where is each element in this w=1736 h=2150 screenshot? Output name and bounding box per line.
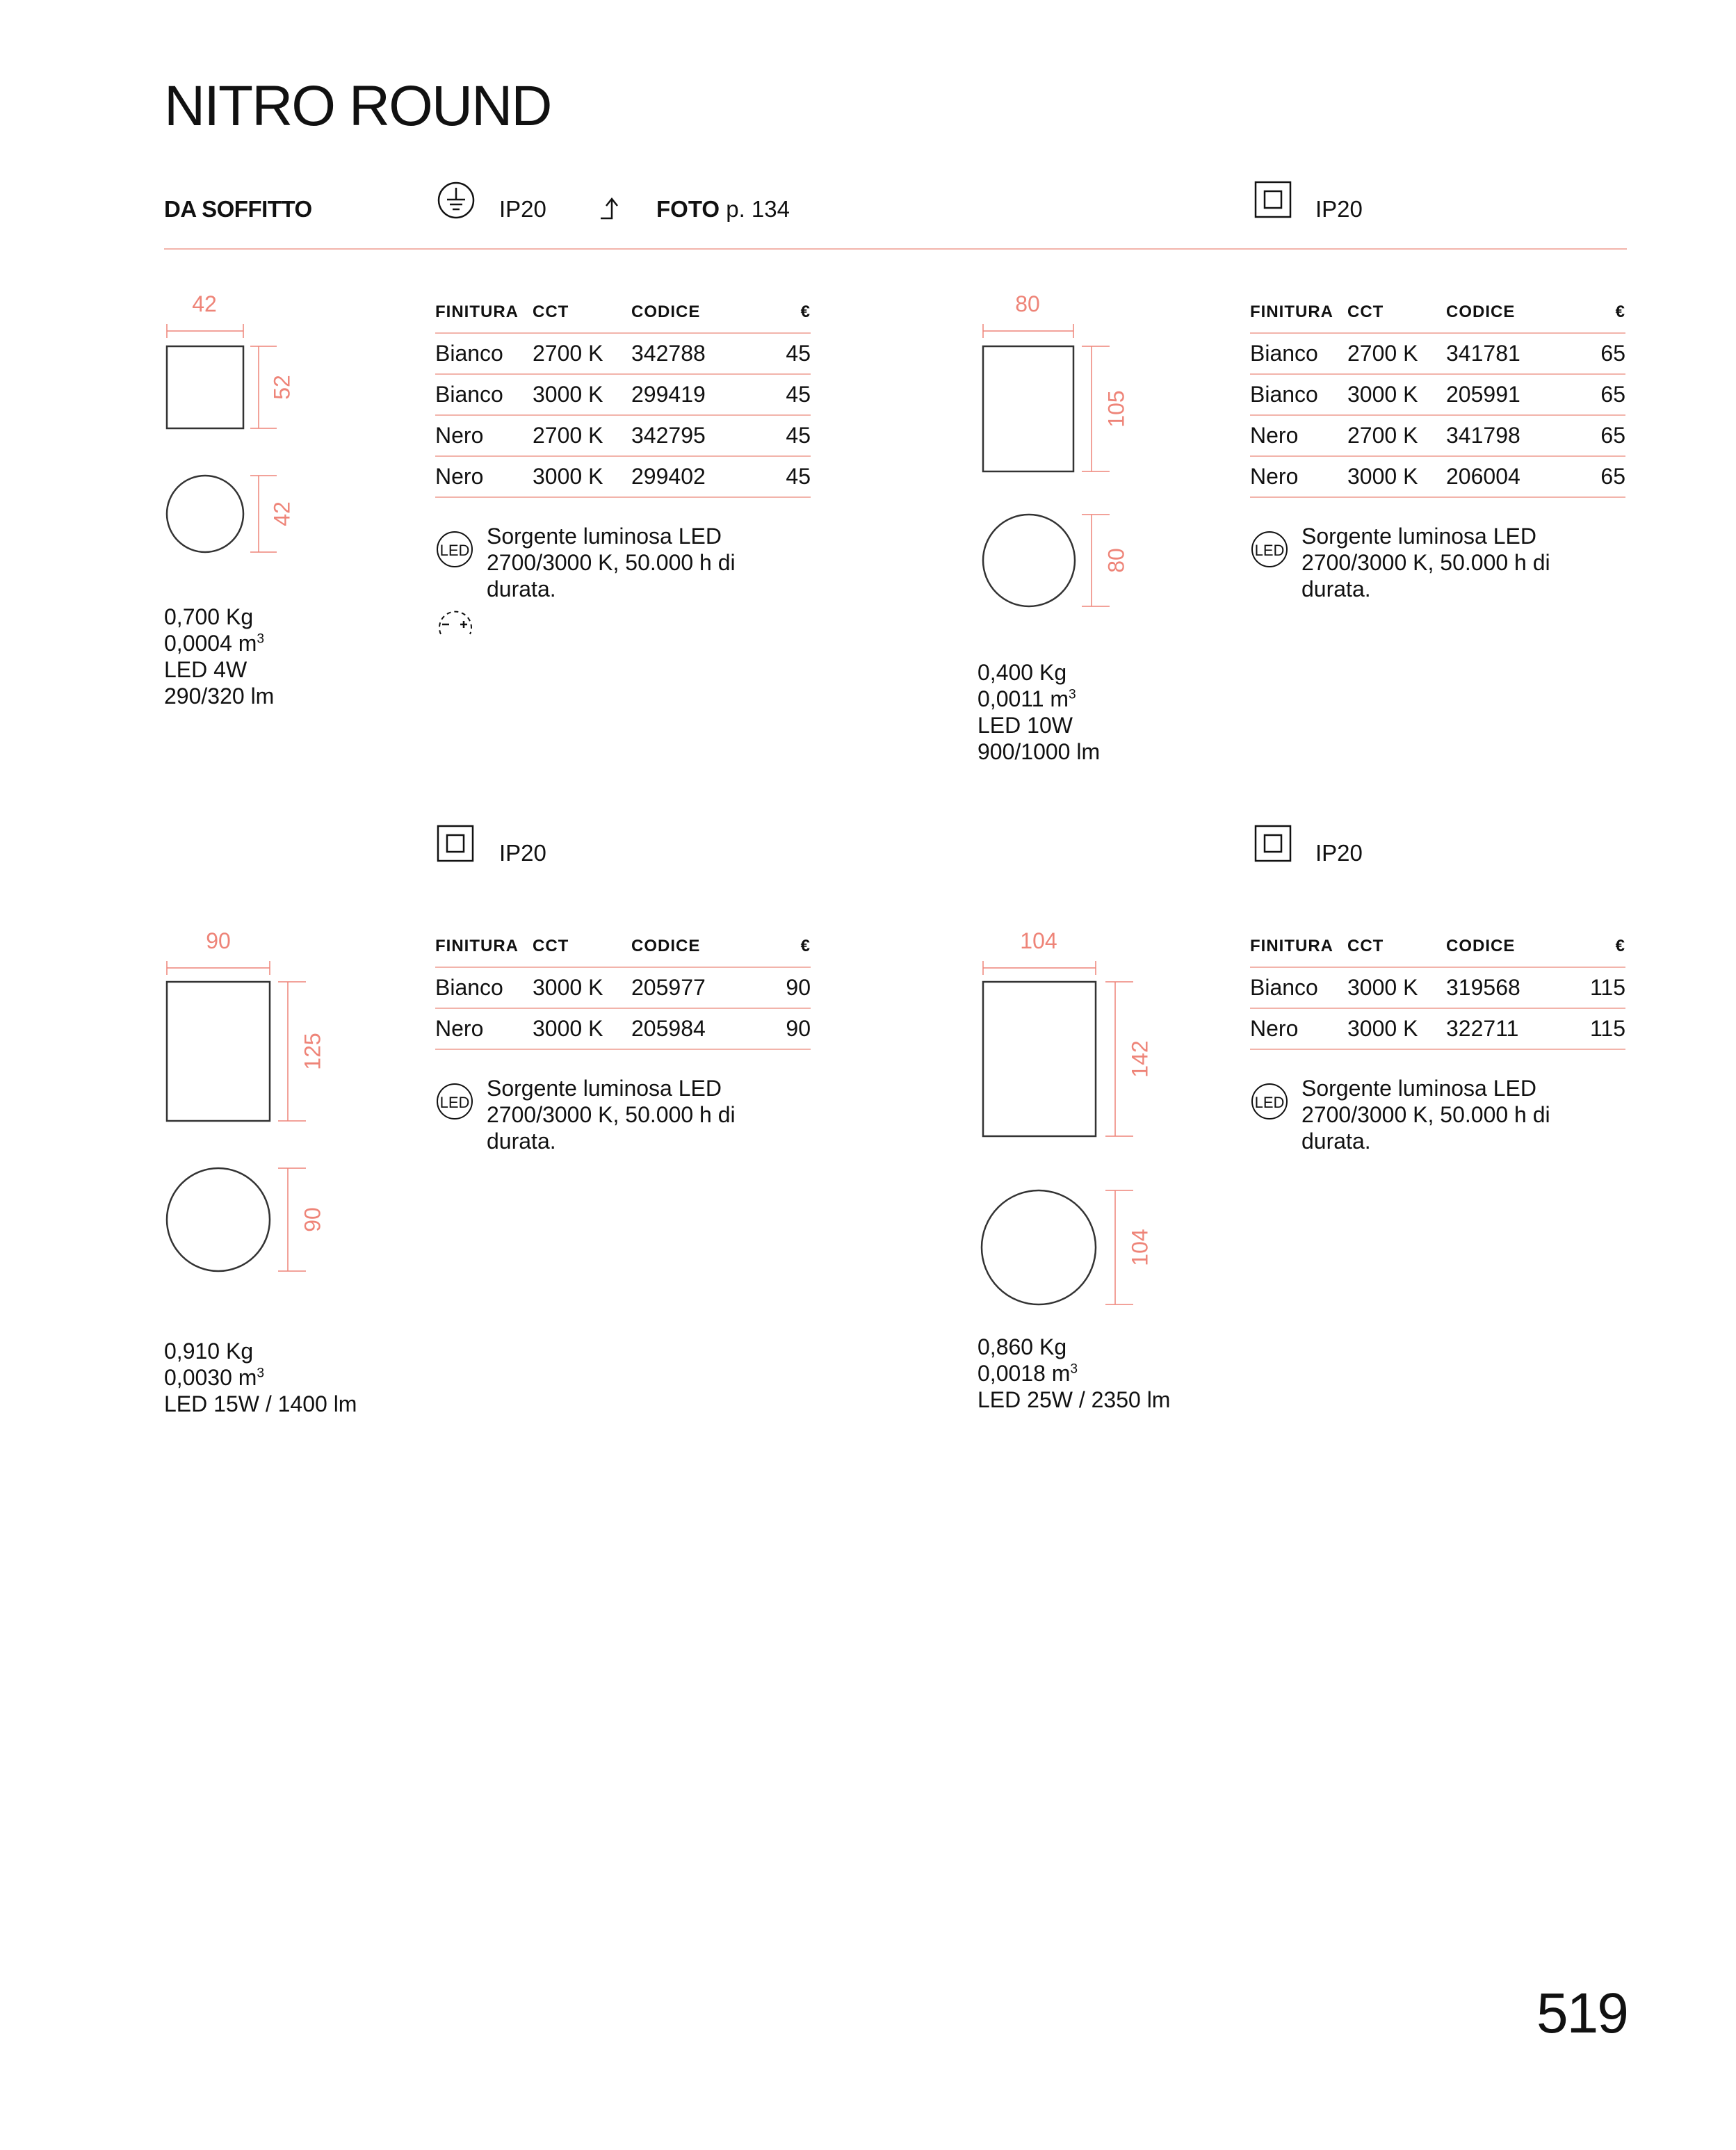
- col-code: CODICE: [631, 292, 770, 333]
- col-cct: CCT: [533, 292, 631, 333]
- code-cell: 342795: [631, 415, 770, 456]
- power-3: LED 15W / 1400 lm: [164, 1391, 357, 1416]
- price-cell: 65: [1585, 415, 1625, 456]
- finish-cell: Nero: [1250, 415, 1347, 456]
- finish-cell: Bianco: [1250, 967, 1347, 1008]
- col-price: €: [770, 292, 811, 333]
- dim-height-2: 105: [1103, 390, 1129, 428]
- table-row: [1250, 374, 1625, 415]
- code-cell: 299402: [631, 456, 770, 497]
- ip-rating-2: IP20: [1315, 196, 1363, 222]
- ip-rating-1: IP20: [499, 196, 546, 222]
- cct-cell: 2700 K: [1347, 333, 1446, 374]
- volume-3: 0,0030 m: [164, 1365, 257, 1390]
- ip-rating-3: IP20: [499, 840, 546, 866]
- table-row: [1250, 415, 1625, 456]
- col-price: €: [1585, 926, 1625, 967]
- product-1-drawing: [160, 285, 313, 563]
- code-cell: 205984: [631, 1008, 770, 1049]
- table-header-row: [435, 926, 811, 967]
- product-4-specs: [977, 1334, 1170, 1413]
- product-3-drawing: [160, 922, 341, 1284]
- table-row: [1250, 1008, 1625, 1049]
- volume-4-line: [977, 1360, 1170, 1387]
- svg-text:LED: LED: [1254, 542, 1285, 559]
- lumen-2: 900/1000 lm: [977, 739, 1101, 764]
- code-cell: 206004: [1446, 456, 1585, 497]
- double-insulation-class-ii-icon: [1254, 825, 1292, 862]
- svg-text:LED: LED: [439, 1094, 470, 1111]
- price-cell: 45: [770, 456, 811, 497]
- cct-cell: 3000 K: [533, 967, 631, 1008]
- lumen-1: 290/320 lm: [164, 684, 275, 709]
- col-price: €: [770, 926, 811, 967]
- led-note-1: Sorgente luminosa LED 2700/3000 K, 50.000 h di durata.: [487, 524, 736, 601]
- led-circle-icon: [435, 530, 474, 569]
- weight-3: 0,910 Kg: [164, 1339, 254, 1364]
- code-cell: 341781: [1446, 333, 1585, 374]
- product-3-specs: [164, 1338, 357, 1417]
- col-code: CODICE: [631, 926, 770, 967]
- volume-3-line: [164, 1364, 357, 1391]
- volume-1-line: [164, 630, 274, 656]
- led-note-3: Sorgente luminosa LED 2700/3000 K, 50.000 h di durata.: [487, 1076, 736, 1154]
- table-row: [1250, 967, 1625, 1008]
- svg-text:LED: LED: [439, 542, 470, 559]
- finish-cell: Bianco: [435, 967, 533, 1008]
- photo-label: FOTO: [656, 196, 720, 222]
- led-circle-icon: [1250, 1082, 1289, 1121]
- weight-2: 0,400 Kg: [977, 660, 1067, 685]
- price-cell: 65: [1585, 333, 1625, 374]
- price-cell: 90: [770, 967, 811, 1008]
- ground-class-i-icon: [437, 181, 476, 220]
- table-row: [435, 415, 811, 456]
- dim-height-1: 52: [269, 375, 295, 400]
- cct-cell: 3000 K: [533, 1008, 631, 1049]
- section-label: DA SOFFITTO: [164, 196, 312, 222]
- table-row: [435, 456, 811, 497]
- price-cell: 90: [770, 1008, 811, 1049]
- code-cell: 205977: [631, 967, 770, 1008]
- price-cell: 45: [770, 374, 811, 415]
- table-row: [435, 967, 811, 1008]
- cct-cell: 2700 K: [533, 415, 631, 456]
- finish-cell: Nero: [435, 415, 533, 456]
- col-finish: FINITURA: [435, 926, 533, 967]
- col-code: CODICE: [1446, 926, 1585, 967]
- code-cell: 299419: [631, 374, 770, 415]
- cubic-superscript: 3: [257, 1366, 265, 1381]
- table-row: [435, 374, 811, 415]
- product-1-specs: [164, 604, 274, 709]
- dim-width-4: 104: [1020, 928, 1057, 953]
- dim-width-3: 90: [206, 928, 231, 953]
- dim-height-3: 125: [300, 1033, 325, 1070]
- price-cell: 45: [770, 415, 811, 456]
- finish-cell: Bianco: [435, 333, 533, 374]
- price-cell: 115: [1585, 967, 1625, 1008]
- code-cell: 319568: [1446, 967, 1585, 1008]
- table-row: [1250, 456, 1625, 497]
- product-2-specs: [977, 659, 1100, 765]
- led-circle-icon: [1250, 530, 1289, 569]
- col-code: CODICE: [1446, 292, 1585, 333]
- table-row: [435, 333, 811, 374]
- cct-cell: 2700 K: [533, 333, 631, 374]
- dimmer-minus-plus-icon: [435, 605, 476, 640]
- dim-width-2: 80: [1015, 291, 1040, 316]
- price-cell: 65: [1585, 374, 1625, 415]
- led-note-4: Sorgente luminosa LED 2700/3000 K, 50.000 h di durata.: [1301, 1076, 1550, 1154]
- dim-width-1: 42: [192, 291, 217, 316]
- finish-cell: Nero: [1250, 1008, 1347, 1049]
- weight-4: 0,860 Kg: [977, 1334, 1067, 1359]
- cct-cell: 3000 K: [1347, 1008, 1446, 1049]
- code-cell: 341798: [1446, 415, 1585, 456]
- price-cell: 115: [1585, 1008, 1625, 1049]
- code-cell: 322711: [1446, 1008, 1585, 1049]
- finish-cell: Bianco: [1250, 374, 1347, 415]
- dim-height-4: 142: [1127, 1040, 1153, 1078]
- dim-diameter-3: 90: [300, 1207, 325, 1232]
- col-cct: CCT: [533, 926, 631, 967]
- arrow-up-turn-icon: [599, 196, 627, 221]
- cubic-superscript: 3: [257, 631, 265, 647]
- svg-text:LED: LED: [1254, 1094, 1285, 1111]
- cubic-superscript: 3: [1070, 1361, 1078, 1377]
- dim-diameter-4: 104: [1127, 1229, 1153, 1266]
- volume-2-line: [977, 686, 1100, 712]
- finish-cell: Nero: [435, 1008, 533, 1049]
- led-circle-icon: [435, 1082, 474, 1121]
- cct-cell: 3000 K: [533, 374, 631, 415]
- volume-2: 0,0011 m: [977, 686, 1069, 711]
- weight-1: 0,700 Kg: [164, 604, 254, 629]
- double-insulation-class-ii-icon: [1254, 181, 1292, 218]
- cct-cell: 2700 K: [1347, 415, 1446, 456]
- power-1: LED 4W: [164, 657, 248, 682]
- price-cell: 45: [770, 333, 811, 374]
- product-2-table: [1250, 292, 1625, 498]
- table-header-row: [1250, 926, 1625, 967]
- col-finish: FINITURA: [1250, 292, 1347, 333]
- finish-cell: Bianco: [435, 374, 533, 415]
- dim-diameter-2: 80: [1103, 548, 1129, 573]
- cct-cell: 3000 K: [1347, 967, 1446, 1008]
- page-title: NITRO ROUND: [164, 74, 551, 138]
- product-3-table: [435, 926, 811, 1050]
- cct-cell: 3000 K: [1347, 374, 1446, 415]
- col-finish: FINITURA: [1250, 926, 1347, 967]
- power-4: LED 25W / 2350 lm: [977, 1387, 1171, 1412]
- led-note-2: Sorgente luminosa LED 2700/3000 K, 50.000 h di durata.: [1301, 524, 1550, 601]
- header-divider: [164, 248, 1627, 250]
- table-header-row: [435, 292, 811, 333]
- cct-cell: 3000 K: [1347, 456, 1446, 497]
- col-finish: FINITURA: [435, 292, 533, 333]
- code-cell: 342788: [631, 333, 770, 374]
- power-2: LED 10W: [977, 713, 1073, 738]
- double-insulation-class-ii-icon: [437, 825, 474, 862]
- cubic-superscript: 3: [1069, 687, 1076, 702]
- volume-1: 0,0004 m: [164, 631, 257, 656]
- product-4-drawing: [976, 922, 1171, 1311]
- col-price: €: [1585, 292, 1625, 333]
- col-cct: CCT: [1347, 926, 1446, 967]
- finish-cell: Nero: [1250, 456, 1347, 497]
- col-cct: CCT: [1347, 292, 1446, 333]
- table-header-row: [1250, 292, 1625, 333]
- finish-cell: Nero: [435, 456, 533, 497]
- volume-4: 0,0018 m: [977, 1361, 1071, 1386]
- cct-cell: 3000 K: [533, 456, 631, 497]
- table-row: [1250, 333, 1625, 374]
- code-cell: 205991: [1446, 374, 1585, 415]
- product-1-table: [435, 292, 811, 498]
- product-2-drawing: [976, 285, 1150, 619]
- ip-rating-4: IP20: [1315, 840, 1363, 866]
- photo-reference[interactable]: [656, 196, 790, 223]
- table-row: [435, 1008, 811, 1049]
- page-number: 519: [1536, 1982, 1628, 2045]
- finish-cell: Bianco: [1250, 333, 1347, 374]
- photo-page: p. 134: [726, 196, 790, 222]
- dim-diameter-1: 42: [269, 501, 295, 526]
- product-4-table: [1250, 926, 1625, 1050]
- price-cell: 65: [1585, 456, 1625, 497]
